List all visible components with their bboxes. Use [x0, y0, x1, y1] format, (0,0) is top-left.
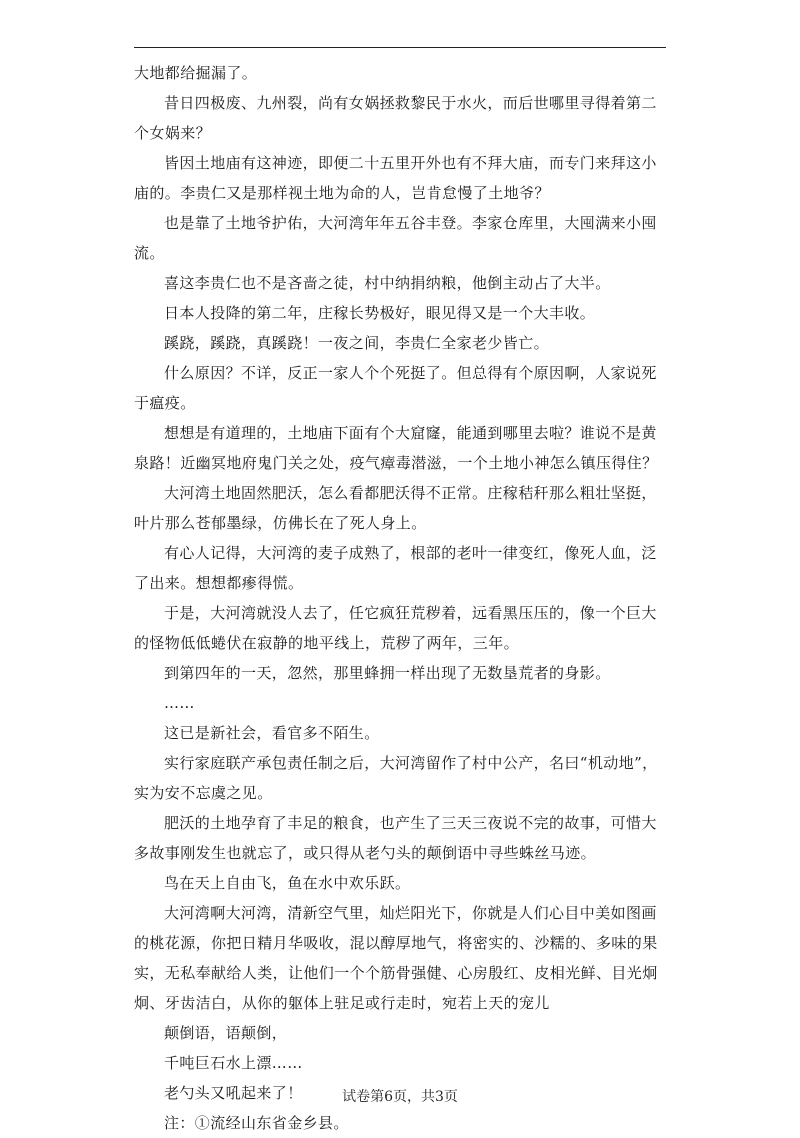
paragraph: 大河湾土地固然肥沃，怎么看都肥沃得不正常。庄稼秸秆那么粗壮坚挺，叶片那么苍郁墨绿，仿佛长在了死人身上。	[134, 484, 657, 532]
header-rule	[134, 47, 666, 48]
paragraph: 注：①流经山东省金乡县。	[164, 1114, 349, 1132]
paragraph: 肥沃的土地孕育了丰足的粮食，也产生了三天三夜说不完的故事，可惜大多故事刚发生也就忘了，或只得从老勺头的颠倒语中寻些蛛丝马迹。	[134, 814, 657, 862]
paragraph: 于是，大河湾就没人去了，任它疯狂荒秽着，远看黑压压的，像一个巨大的怪物低低蜷伏在寂静的地平线上，荒秽了两年，三年。	[134, 604, 657, 652]
page-footer: 试卷第6页，共3页	[342, 1089, 458, 1105]
paragraph: 千吨巨石水上漂……	[164, 1054, 303, 1072]
paragraph: 到第四年的一天，忽然，那里蜂拥一样出现了无数垦荒者的身影。	[164, 664, 611, 682]
paragraph: 昔日四极废、九州裂，尚有女娲拯救黎民于水火，而后世哪里寻得着第二个女娲来？	[134, 94, 657, 142]
paragraph: 皆因土地庙有这神迹，即便二十五里开外也有不拜大庙，而专门来拜这小庙的。李贵仁又是那样视土地为命的人，岂肯怠慢了土地爷？	[134, 154, 657, 202]
paragraph: 蹊跷，蹊跷，真蹊跷！一夜之间，李贵仁全家老少皆亡。	[164, 334, 550, 352]
paragraph: 实行家庭联产承包责任制之后，大河湾留作了村中公产，名曰“机动地”，实为安不忘虞之见。	[134, 754, 658, 802]
article-body	[134, 58, 666, 1138]
paragraph: 老勺头又吼起来了！	[164, 1084, 303, 1102]
paragraph: 什么原因？不详，反正一家人个个死挺了。但总得有个原因啊，人家说死于瘟疫。	[134, 364, 657, 412]
paragraph: 日本人投降的第二年，庄稼长势极好，眼见得又是一个大丰收。	[164, 304, 596, 322]
paragraph: 鸟在天上自由飞，鱼在水中欢乐跃。	[164, 874, 411, 892]
paragraph: 颠倒语，语颠倒，	[164, 1024, 288, 1042]
paragraph: 喜这李贵仁也不是吝啬之徒，村中纳捐纳粮，他倒主动占了大半。	[164, 274, 611, 292]
paragraph: 想想是有道理的，土地庙下面有个大窟窿，能通到哪里去啦？谁说不是黄泉路！近幽冥地府鬼门关之处，疫气瘴毒潜滋，一个土地小神怎么镇压得住？	[134, 424, 658, 472]
paragraph: 也是靠了土地爷护佑，大河湾年年五谷丰登。李家仓库里，大囤满来小囤流。	[134, 214, 657, 262]
paragraph: 这已是新社会，看官多不陌生。	[164, 724, 380, 742]
paragraph: 大河湾啊大河湾，清新空气里，灿烂阳光下，你就是人们心目中美如图画的桃花源，你把日精月华吸收，混以醇厚地气，将密实的、沙糯的、多味的果实，无私奉献给人类，让他们一个个筋骨强健、心房殷红、皮相光鲜、目光炯炯、牙齿洁白，从你的躯体上驻足或行走时，宛若上天的宠儿	[134, 904, 658, 1012]
paragraph: ……	[164, 694, 195, 712]
paragraph: 有心人记得，大河湾的麦子成熟了，根部的老叶一律变红，像死人血，泛了出来。想想都瘆得慌。	[134, 544, 657, 592]
paragraph: 大地都给掘漏了。	[134, 64, 258, 82]
